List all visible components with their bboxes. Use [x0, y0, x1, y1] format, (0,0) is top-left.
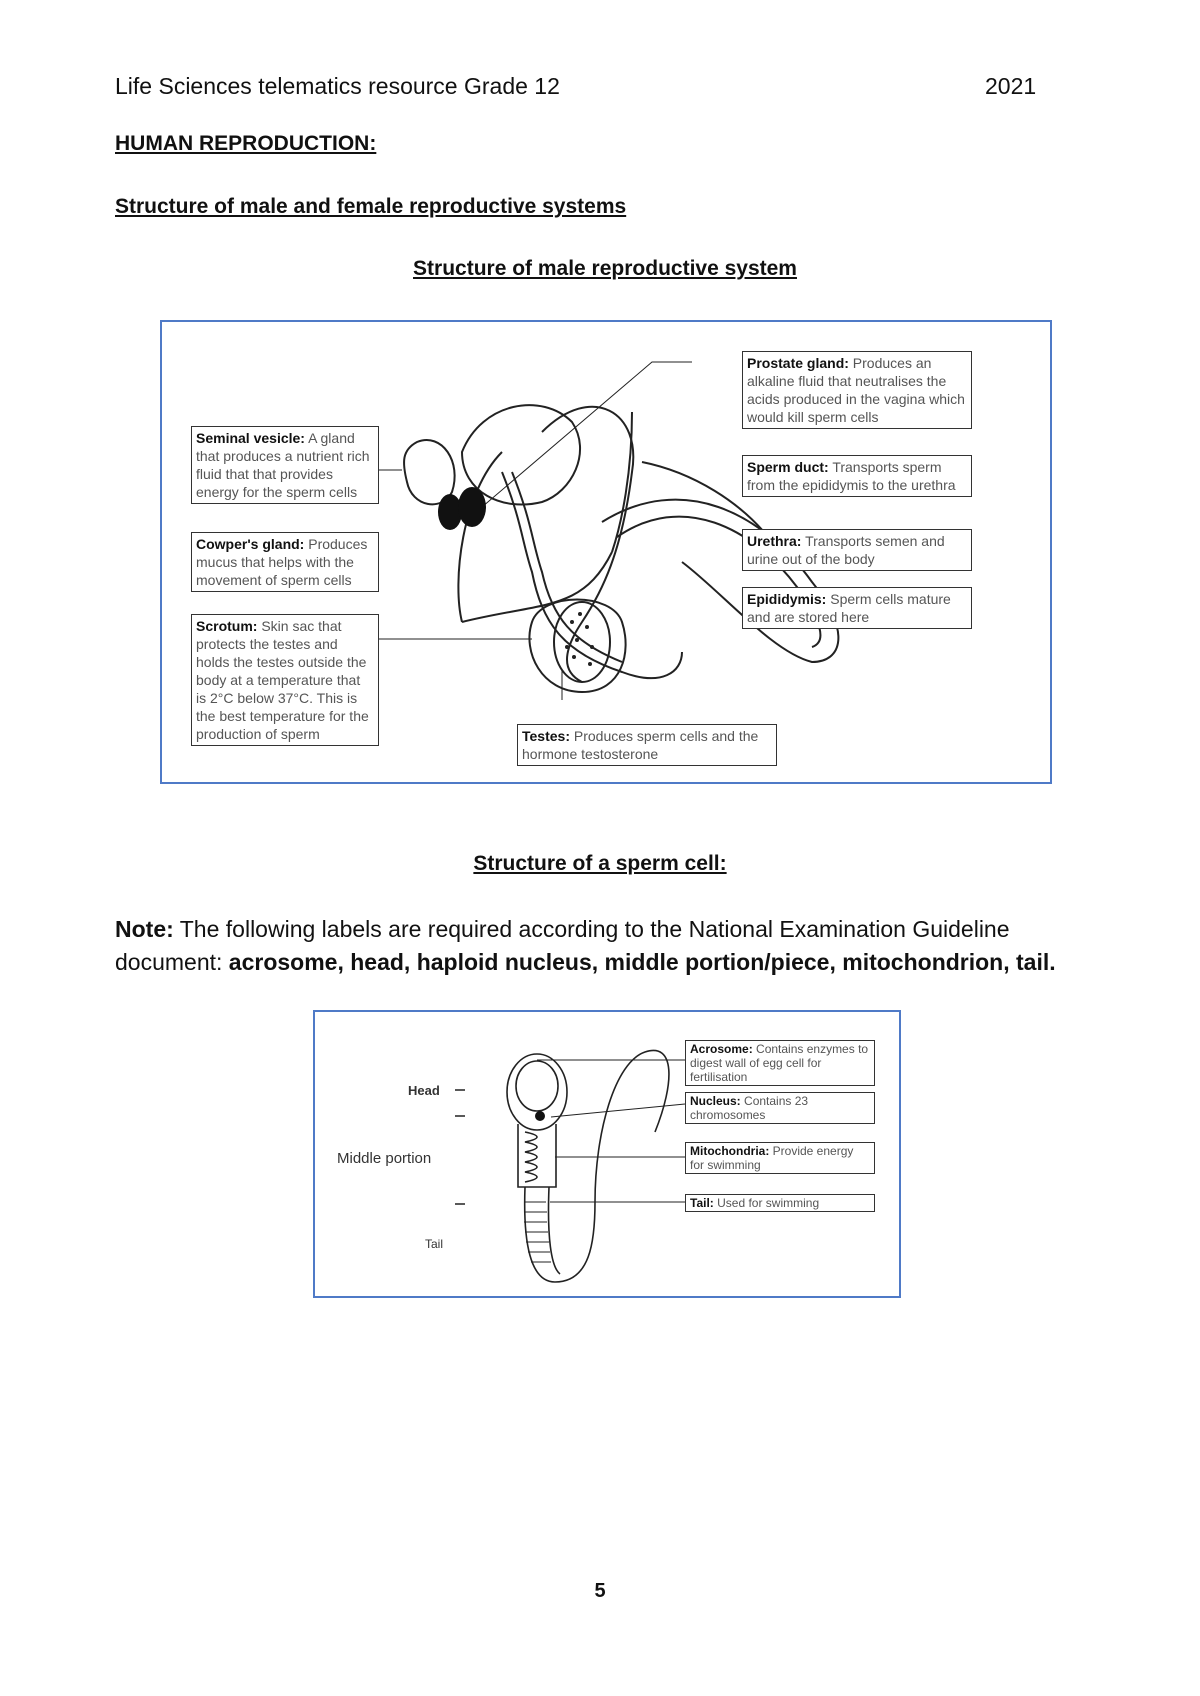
note-text: The following labels are required according to the National Examination Guideline document:: [115, 916, 1010, 975]
label-mitochondria: Mitochondria: Provide energy for swimming: [685, 1142, 875, 1174]
label-cowpers-gland: Cowper's gland: Produces mucus that helps with the movement of sperm cells: [191, 532, 379, 592]
label-sperm-duct: Sperm duct: Transports sperm from the epididymis to the urethra: [742, 455, 972, 497]
heading-human-reproduction: HUMAN REPRODUCTION:: [115, 132, 377, 155]
label-testes: Testes: Produces sperm cells and the hormone testosterone: [517, 724, 777, 766]
label-nucleus: Nucleus: Contains 23 chromosomes: [685, 1092, 875, 1124]
page-number: 5: [594, 1580, 606, 1602]
header-year: 2021: [985, 73, 1037, 99]
header-title: Life Sciences telematics resource Grade 12: [115, 73, 560, 99]
label-acrosome: Acrosome: Contains enzymes to digest wall of egg cell for fertilisation: [685, 1040, 875, 1086]
label-seminal-vesicle: Seminal vesicle: A gland that produces a nutrient rich fluid that that provides energy for the sperm cells: [191, 426, 379, 504]
sperm-cell-diagram: [313, 1010, 901, 1298]
heading-structure-systems: Structure of male and female reproductive systems: [115, 195, 627, 218]
heading-male-system: Structure of male reproductive system: [413, 257, 797, 280]
side-label-tail: Tail: [425, 1237, 444, 1251]
label-tail: Tail: Used for swimming: [685, 1194, 875, 1212]
note-lead: Note:: [115, 916, 174, 942]
label-epididymis: Epididymis: Sperm cells mature and are stored here: [742, 587, 972, 629]
male-reproductive-diagram: [160, 320, 1052, 784]
side-label-head: Head: [408, 1083, 440, 1098]
note-labels: acrosome, head, haploid nucleus, middle portion/piece, mitochondrion, tail.: [228, 949, 1056, 975]
note-paragraph: [115, 913, 1115, 979]
label-prostate-gland: Prostate gland: Produces an alkaline fluid that neutralises the acids produced in the vagina which would kill sperm cells: [742, 351, 972, 429]
heading-sperm-cell: Structure of a sperm cell:: [473, 852, 727, 875]
label-scrotum: Scrotum: Skin sac that protects the testes and holds the testes outside the body at a temperature that is 2°C below 37°C. This is the best temperature for the production of sperm: [191, 614, 379, 746]
label-urethra: Urethra: Transports semen and urine out of the body: [742, 529, 972, 571]
side-label-middle-portion: Middle portion: [337, 1150, 432, 1167]
